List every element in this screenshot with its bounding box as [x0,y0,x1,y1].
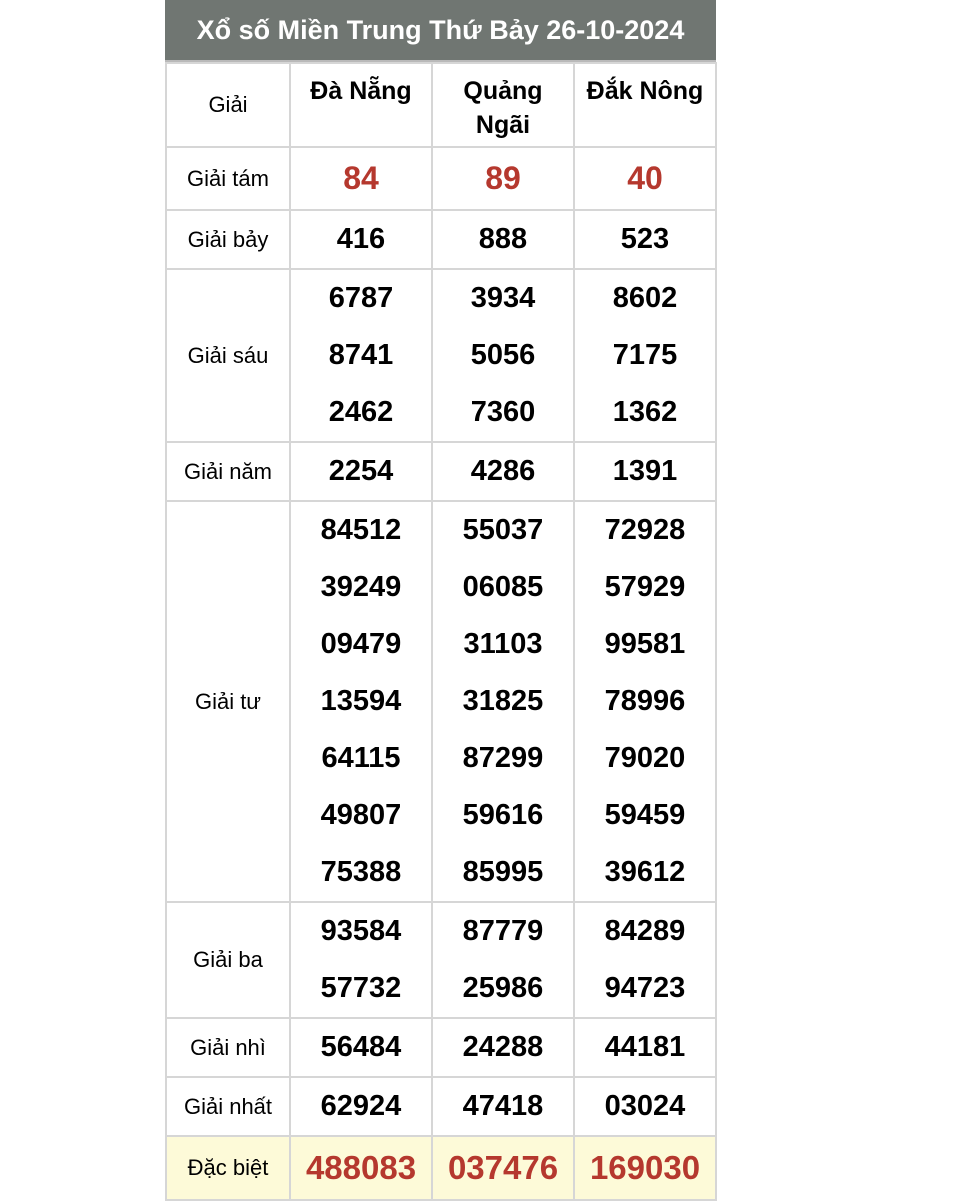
prize-label: Giải bảy [166,210,290,269]
prize-number: 888 [478,223,528,255]
prize-number: 3934 [470,282,536,314]
prize-number: 31825 [462,685,544,717]
province-header-da-nang: Đà Nẵng [290,63,432,147]
prize-cell-quang-ngai [432,1136,574,1200]
prize-number: 31103 [463,628,543,660]
prize-cell-da-nang [290,902,432,1018]
prize-number: 6787 [328,282,394,314]
prize-number: 72928 [604,514,686,546]
prize-number: 25986 [462,972,544,1004]
header-row [166,63,716,147]
prize-cell-quang-ngai [432,147,574,210]
prize-label: Giải sáu [166,269,290,442]
prize-row-g6 [166,269,716,442]
prize-number: 79020 [604,742,686,774]
prize-number: 84512 [320,514,402,546]
prize-row-g3 [166,902,716,1018]
prize-cell-quang-ngai [432,1018,574,1077]
prize-cell-da-nang [290,210,432,269]
prize-row-g7 [166,210,716,269]
prize-cell-da-nang [290,501,432,902]
prize-number: 7175 [612,339,678,371]
prize-row-g8 [166,147,716,210]
prize-number: 5056 [470,339,536,371]
prize-label: Giải ba [166,902,290,1018]
prize-number: 57929 [604,571,686,603]
prize-cell-da-nang [290,1136,432,1200]
prize-cell-quang-ngai [432,902,574,1018]
prize-label: Giải nhất [166,1077,290,1136]
prize-row-g1 [166,1077,716,1136]
prize-cell-quang-ngai [432,501,574,902]
prize-number: 169030 [589,1149,701,1186]
prize-number: 06085 [462,571,544,603]
prize-cell-da-nang [290,1018,432,1077]
prize-number: 93584 [320,915,402,947]
results-grid [165,62,717,1201]
prize-number: 13594 [320,685,402,717]
prize-number: 1391 [612,455,678,487]
prize-number: 56484 [320,1031,402,1063]
prize-number: 59616 [462,799,544,831]
prize-number: 87779 [462,915,544,947]
prize-number: 89 [485,160,521,196]
prize-number: 84289 [604,915,686,947]
prize-row-g4 [166,501,716,902]
prize-cell-quang-ngai [432,442,574,501]
prize-number: 7360 [470,396,536,428]
prize-cell-da-nang [290,147,432,210]
prize-cell-da-nang [290,269,432,442]
prize-label: Giải nhì [166,1018,290,1077]
prize-number: 1362 [612,396,678,428]
prize-cell-dak-nong [574,442,716,501]
prize-number: 40 [627,160,663,196]
prize-number: 87299 [462,742,544,774]
prize-number: 39249 [320,571,402,603]
prize-number: 24288 [462,1031,544,1063]
prize-number: 85995 [462,856,544,888]
prize-number: 94723 [604,972,686,1004]
prize-cell-dak-nong [574,501,716,902]
prize-number: 55037 [462,514,544,546]
prize-number: 78996 [604,685,686,717]
prize-number: 64115 [321,742,401,774]
prize-number: 62924 [320,1090,402,1122]
prize-row-db [166,1136,716,1200]
prize-number: 47418 [462,1090,544,1122]
prize-cell-dak-nong [574,147,716,210]
prize-cell-dak-nong [574,1077,716,1136]
prize-number: 416 [336,223,386,255]
lottery-results-table [165,0,716,1201]
province-header-dak-nong: Đắk Nông [574,63,716,147]
prize-cell-quang-ngai [432,210,574,269]
prize-cell-dak-nong [574,1018,716,1077]
prize-label: Đặc biệt [166,1136,290,1200]
prize-number: 39612 [604,856,686,888]
prize-number: 2254 [328,455,394,487]
prize-number: 49807 [320,799,402,831]
prize-cell-dak-nong [574,210,716,269]
prize-number: 488083 [305,1149,417,1186]
prize-number: 59459 [604,799,686,831]
prize-cell-da-nang [290,442,432,501]
prize-number: 84 [343,160,379,196]
prize-number: 8741 [328,339,394,371]
prize-cell-da-nang [290,1077,432,1136]
prize-column-header: Giải [166,63,290,147]
prize-cell-dak-nong [574,902,716,1018]
prize-number: 523 [620,223,670,255]
prize-number: 99581 [604,628,686,660]
prize-number: 75388 [320,856,402,888]
prize-number: 037476 [447,1149,559,1186]
prize-cell-dak-nong [574,1136,716,1200]
prize-row-g2 [166,1018,716,1077]
prize-number: 03024 [604,1090,686,1122]
prize-number: 09479 [320,628,402,660]
prize-label: Giải năm [166,442,290,501]
prize-cell-dak-nong [574,269,716,442]
prize-row-g5 [166,442,716,501]
prize-number: 57732 [320,972,402,1004]
prize-label: Giải tám [166,147,290,210]
prize-cell-quang-ngai [432,269,574,442]
prize-label: Giải tư [166,501,290,902]
page-title: Xổ số Miền Trung Thứ Bảy 26-10-2024 [165,0,716,62]
prize-number: 44181 [604,1031,686,1063]
prize-number: 2462 [328,396,394,428]
prize-number: 8602 [612,282,678,314]
prize-number: 4286 [470,455,536,487]
prize-cell-quang-ngai [432,1077,574,1136]
province-header-quang-ngai: Quảng Ngãi [432,63,574,147]
